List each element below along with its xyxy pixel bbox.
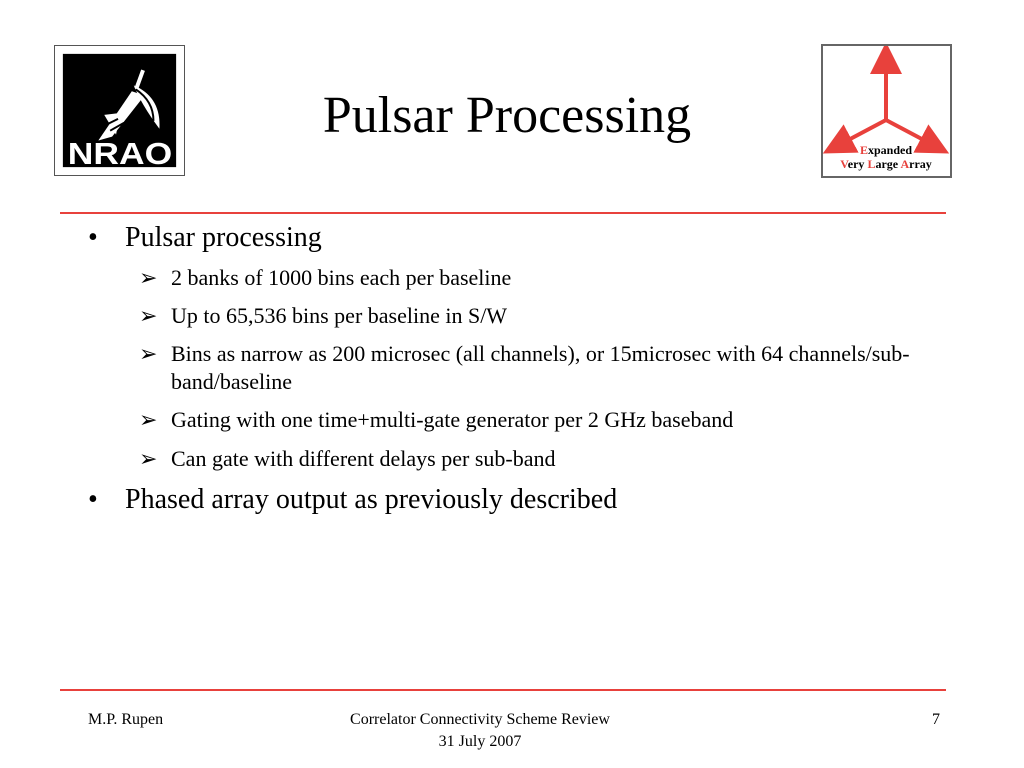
bullet-text: Pulsar processing: [125, 222, 322, 253]
arrow-bullet-icon: ➢: [139, 446, 158, 471]
sub-bullet-text: Gating with one time+multi-gate generator per 2 GHz baseband: [171, 407, 734, 432]
arrow-bullet-icon: ➢: [139, 407, 158, 432]
footer-event: [300, 709, 660, 753]
sub-bullet-text: Up to 65,536 bins per baseline in S/W: [171, 303, 508, 328]
arrow-bullet-icon: ➢: [139, 303, 158, 328]
top-divider: [60, 212, 946, 214]
evla-tri-arm-logo-icon: [823, 46, 950, 176]
arrow-bullet-icon: ➢: [139, 265, 158, 290]
sub-bullet-text: Bins as narrow as 200 microsec (all channels), or 15microsec with 64 channels/sub-band/baseline: [171, 341, 910, 394]
bullet-dot-icon: •: [88, 222, 98, 253]
bullet-text: Phased array output as previously described: [125, 484, 618, 515]
evla-line1: Expanded: [859, 143, 913, 157]
sub-bullet-text: Can gate with different delays per sub-band: [171, 446, 556, 471]
bottom-divider: [60, 689, 946, 691]
sub-bullet-text: 2 banks of 1000 bins each per baseline: [171, 265, 512, 290]
slide-title: Pulsar Processing: [322, 87, 692, 144]
footer-event-title: Correlator Connectivity Scheme Review: [350, 711, 610, 728]
footer-author: M.P. Rupen: [88, 711, 164, 728]
nrao-dish-logo-icon: [55, 46, 184, 175]
nrao-logo-text: NRAO: [67, 137, 173, 172]
page-number: 7: [932, 711, 940, 728]
footer-event-date: 31 July 2007: [438, 733, 522, 750]
bullet-dot-icon: •: [88, 484, 98, 515]
evla-line2: Very Large Array: [840, 157, 932, 171]
nrao-logo: [54, 45, 185, 176]
arrow-bullet-icon: ➢: [139, 341, 158, 366]
evla-logo: [821, 44, 952, 178]
